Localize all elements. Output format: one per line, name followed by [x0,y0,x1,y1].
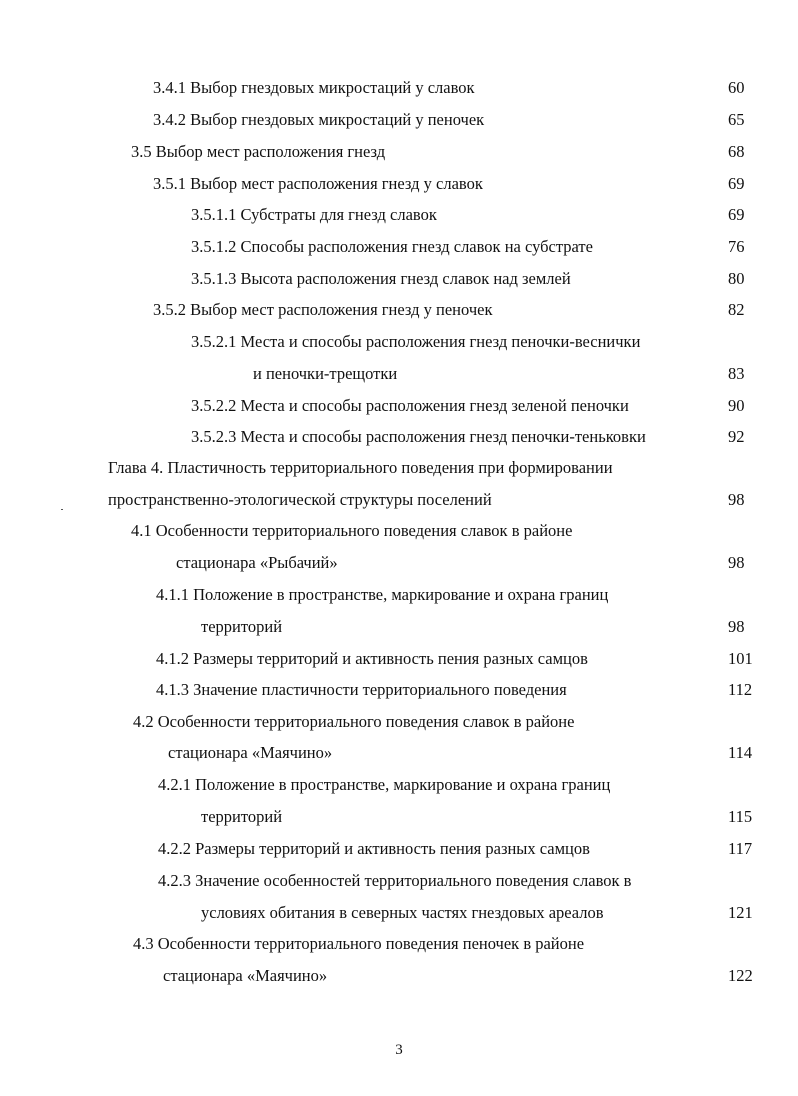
toc-entry-text: пространственно-этологической структуры поселений [108,490,492,509]
toc-entry-text: стационара «Маячино» [168,743,333,762]
toc-entry-page: 90 [728,396,745,415]
toc-entry-text: 3.5.2.3 Места и способы расположения гнезд пеночки-теньковки [191,427,646,446]
toc-entry-text: и пеночки-трещотки [253,364,398,383]
toc-entry-text: Глава 4. Пластичность территориального поведения при формировании [108,458,613,477]
toc-entry-page: 101 [728,649,753,668]
toc-entry-page: 98 [728,617,745,636]
toc-entry-text: 4.3 Особенности территориального поведения пеночек в районе [133,934,585,953]
toc-entry-page: 82 [728,300,745,319]
scan-speck [61,509,63,510]
toc-entry-text: 3.5.1.2 Способы расположения гнезд славок на субстрате [191,237,593,256]
toc-entry-text: 4.1 Особенности территориального поведения славок в районе [131,521,573,540]
toc-entry-text: 3.5.2.2 Места и способы расположения гнезд зеленой пеночки [191,396,629,415]
toc-entry-page: 92 [728,427,745,446]
toc-entry-text: стационара «Рыбачий» [176,553,338,572]
toc-entry-text: 3.5.2.1 Места и способы расположения гнезд пеночки-веснички [191,332,641,351]
toc-entry-page: 115 [728,807,753,826]
toc-entry-page: 80 [728,269,745,288]
toc-entry-text: 3.4.1 Выбор гнездовых микростаций у славок [153,78,475,97]
toc-entry-page: 117 [728,839,753,858]
toc-entry-text: 3.4.2 Выбор гнездовых микростаций у пеночек [153,110,485,129]
toc-entry-text: 4.1.1 Положение в пространстве, маркирование и охрана границ [156,585,609,604]
toc-entry-page: 60 [728,78,745,97]
toc-entry-page: 69 [728,174,745,193]
toc-entry-text: стационара «Маячино» [163,966,328,985]
toc-entry-text: 4.2.2 Размеры территорий и активность пения разных самцов [158,839,590,858]
toc-entry-text: 4.2.1 Положение в пространстве, маркирование и охрана границ [158,775,611,794]
toc-entry-page: 98 [728,490,745,509]
toc-entry-page: 68 [728,142,745,161]
toc-entry-text: 3.5.2 Выбор мест расположения гнезд у пеночек [153,300,493,319]
toc-entry-text: 4.2 Особенности территориального поведения славок в районе [133,712,575,731]
toc-entry-text: 3.5.1.3 Высота расположения гнезд славок над землей [191,269,571,288]
toc-entry-page: 65 [728,110,745,129]
toc-entry-page: 114 [728,743,753,762]
toc-entry-text: 3.5 Выбор мест расположения гнезд [131,142,386,161]
toc-entry-text: 4.2.3 Значение особенностей территориального поведения славок в [158,871,632,890]
toc-entry-text: 3.5.1.1 Субстраты для гнезд славок [191,205,437,224]
toc-entry-text: 4.1.3 Значение пластичности территориального поведения [156,680,567,699]
page-number: 3 [395,1042,403,1058]
toc-entry-page: 98 [728,553,745,572]
toc-entry-page: 122 [728,966,753,985]
toc-entry-page: 112 [728,680,753,699]
toc-entry-text: 3.5.1 Выбор мест расположения гнезд у славок [153,174,483,193]
toc-entry-page: 121 [728,903,753,922]
toc-entry-text: условиях обитания в северных частях гнездовых ареалов [201,903,604,922]
toc-entry-page: 83 [728,364,745,383]
toc-entry-text: территорий [201,807,283,826]
toc-entry-text: территорий [201,617,283,636]
toc-entry-page: 69 [728,205,745,224]
toc-entry-page: 76 [728,237,745,256]
toc-entry-text: 4.1.2 Размеры территорий и активность пения разных самцов [156,649,588,668]
